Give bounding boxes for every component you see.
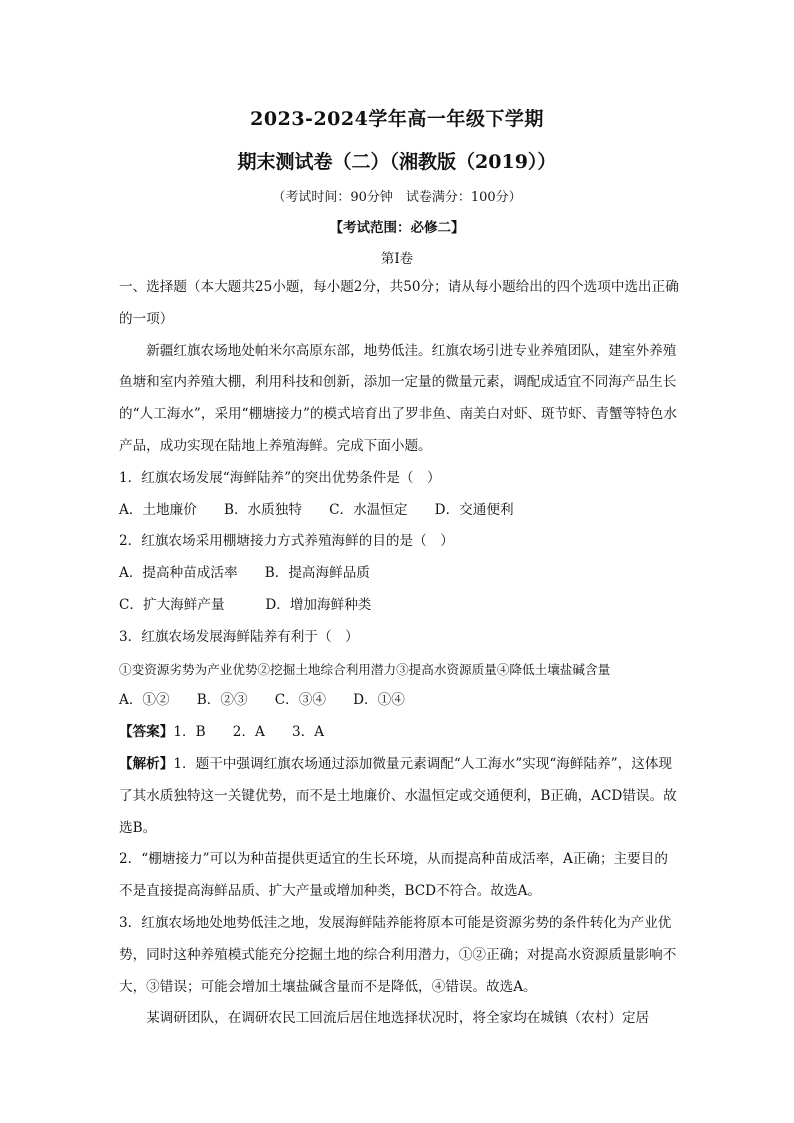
analysis-text-1: 1．题干中强调红旗农场通过添加微量元素调配“人工海水”实现“海鲜陆养”，这体现了其水质独特这一关键优势，而不是土地廉价、水温恒定或交通便利，B正确，ACD错误。故选B。	[119, 755, 677, 836]
exam-scope: 【考试范围：必修二】	[329, 220, 465, 236]
answer-line	[119, 717, 679, 749]
analysis-paragraph-3: 3．红旗农场地处地势低洼之地，发展海鲜陆养能将原本可能是资源劣势的条件转化为产业优势，同时这种养殖模式能充分挖掘土地的综合利用潜力，①②正确；对提高水资源质量影响不大，③错误；可能会增加土壤盐碱含量而不是降低，④错误。故选A。	[119, 914, 677, 995]
volume-label: 第Ⅰ卷	[380, 251, 414, 267]
analysis-paragraph-1	[119, 749, 679, 844]
exam-title-line1: 2023-2024学年高一年级下学期	[250, 108, 544, 130]
analysis-label: 【解析】	[119, 755, 174, 772]
exam-body	[119, 272, 679, 1035]
question-2-options-line1: A．提高种苗成活率 B．提高海鲜品质	[119, 565, 370, 582]
answer-label: 【答案】	[119, 724, 174, 741]
answer-text: 1．B 2．A 3．A	[173, 724, 325, 741]
question-3-statements: ①变资源劣势为产业优势②挖掘土地综合利用潜力③提高水资源质量④降低土壤盐碱含量	[119, 661, 611, 677]
question-3-options: A．①② B．②③ C．③④ D．①④	[119, 692, 405, 709]
section-instructions: 一、选择题（本大题共25小题，每小题2分，共50分；请从每小题给出的四个选项中选出正确的一项）	[119, 279, 679, 327]
question-1-stem: 1．红旗农场发展“海鲜陆养”的突出优势条件是（ ）	[119, 469, 441, 486]
exam-meta: （考试时间：90分钟 试卷满分：100分）	[272, 190, 522, 205]
material-passage-2: 某调研团队，在调研农民工回流后居住地选择状况时，将全家均在城镇（农村）定居	[146, 1010, 650, 1027]
question-2-stem: 2．红旗农场采用棚塘接力方式养殖海鲜的目的是（ ）	[119, 533, 454, 550]
material-passage-1: 新疆红旗农场地处帕米尔高原东部，地势低洼。红旗农场引进专业养殖团队，建室外养殖鱼塘和室内养殖大棚，利用科技和创新，添加一定量的微量元素，调配成适宜不同海产品生长的“人工海水”，采用“棚塘接力”的模式培育出了罗非鱼、南美白对虾、斑节虾、青蟹等特色水产品，成功实现在陆地上养殖海鲜。完成下面小题。	[119, 342, 677, 454]
question-2-options-line2: C．扩大海鲜产量 D．增加海鲜种类	[119, 596, 372, 613]
analysis-paragraph-2: 2．“棚塘接力”可以为种苗提供更适宜的生长环境，从而提高种苗成活率，A正确；主要目的不是直接提高海鲜品质、扩大产量或增加种类，BCD不符合。故选A。	[119, 851, 668, 900]
question-1-options: A．土地廉价 B．水质独特 C．水温恒定 D．交通便利	[119, 501, 514, 518]
question-3-stem: 3．红旗农场发展海鲜陆养有利于（ ）	[119, 628, 359, 645]
exam-title-line2: 期末测试卷（二）（湘教版（2019））	[237, 151, 557, 173]
